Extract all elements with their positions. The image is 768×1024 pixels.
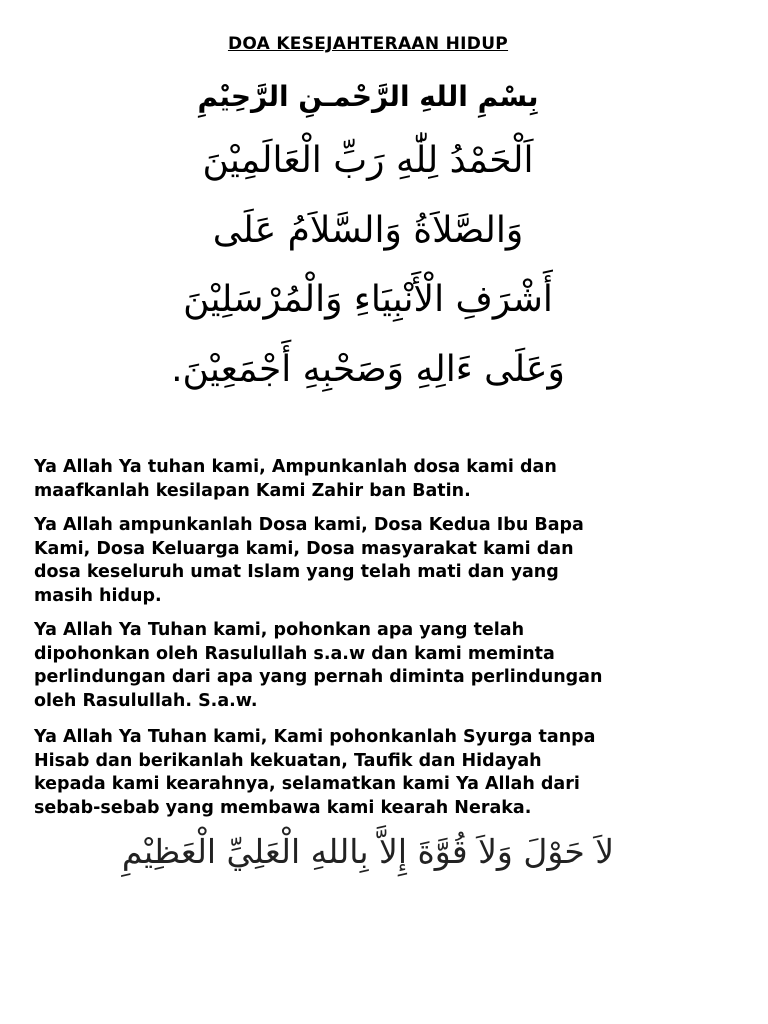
prayer-paragraph-1: Ya Allah Ya tuhan kami, Ampunkanlah dosa kami dan maafkanlah kesilapan Kami Zahir ban Batin. [34,457,557,501]
prayer-paragraph-4: Ya Allah Ya Tuhan kami, Kami pohonkanlah Syurga tanpa Hisab dan berikanlah kekuatan, Taufik dan Hidayah kepada kami kearahnya, selamatkan kami Ya Allah dari sebab-sebab yang membawa kami kearah Neraka. [34,727,596,818]
arabic-bismillah: بِسْمِ اللهِ الرَّحْمـنِ الرَّحِيْمِ [197,80,539,113]
arabic-opening-line-2: وَالصَّلاَةُ وَالسَّلاَمُ عَلَى [212,210,524,251]
arabic-opening-line-1: اَلْحَمْدُ لِلّٰهِ رَبِّ الْعَالَمِيْنَ [202,140,534,181]
arabic-opening-line-4: وَعَلَى ءَالِهِ وَصَحْبِهِ أَجْمَعِيْنَ. [171,349,565,390]
prayer-paragraph-3: Ya Allah Ya Tuhan kami, pohonkan apa yang telah dipohonkan oleh Rasulullah s.a.w dan kami meminta perlindungan dari apa yang pernah diminta perlindungan oleh Rasulullah. S.a.w. [34,620,603,711]
prayer-paragraph-2: Ya Allah ampunkanlah Dosa kami, Dosa Kedua Ibu Bapa Kami, Dosa Keluarga kami, Dosa masyarakat kami dan dosa keseluruh umat Islam yang telah mati dan yang masih hidup. [34,515,584,606]
arabic-opening-line-3: أَشْرَفِ الْأَنْبِيَاءِ وَالْمُرْسَلِيْنَ [183,279,553,320]
document-title: DOA KESEJAHTERAAN HIDUP [227,34,509,54]
arabic-closing-line: لاَ حَوْلَ وَلاَ قُوَّةَ إِلاَّ بِاللهِ الْعَلِيِّ الْعَظِيْمِ [121,832,615,871]
